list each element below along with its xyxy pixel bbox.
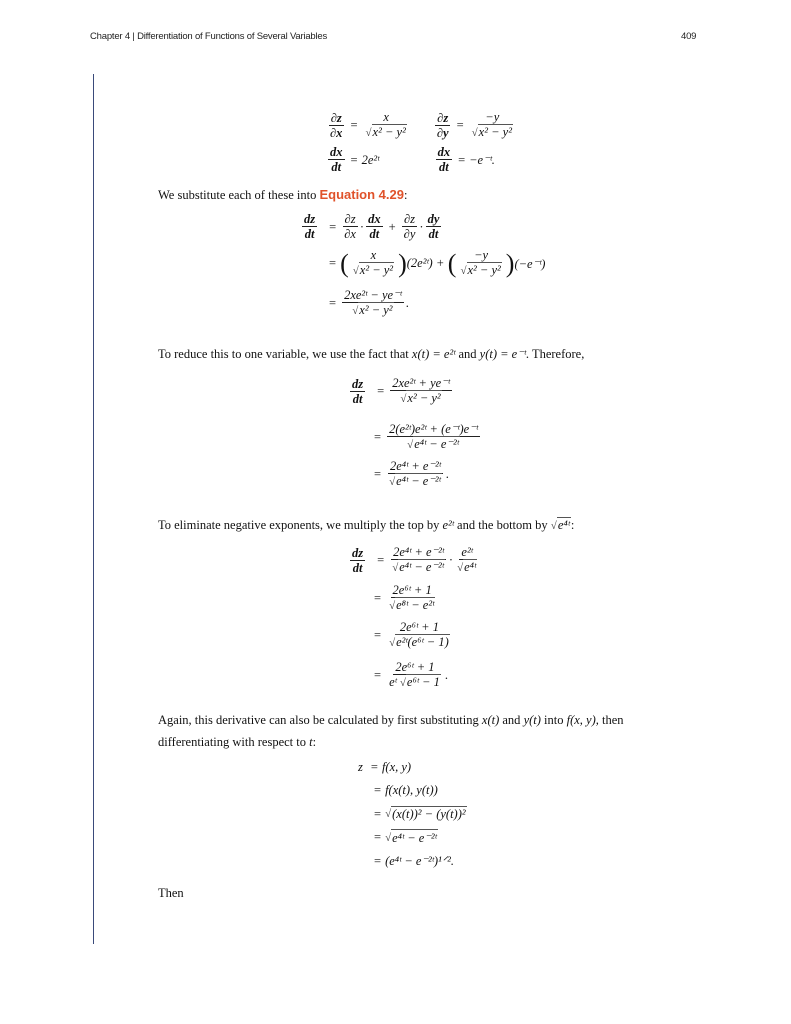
simplify-line-1: $\frac{dz}{dt}$ = $\frac{\text{2e⁴ᵗ + e⁻²ᵗ}}{\text{√e⁴ᵗ − e⁻²ᵗ}}$ · $\frac{\text{e²ᵗ}}{\text{√e⁴ᵗ}}$ [352, 545, 477, 575]
paragraph: Then [158, 886, 184, 900]
paragraph: To reduce this to one variable, we use the fact that x(t) = e²ᵗ and y(t) = e⁻ᵗ. Therefore, [158, 347, 585, 361]
chain-rule-line-3: = $\frac{\text{2xe²ᵗ − ye⁻ᵗ}}{\text{√x² − y²}}$ . [329, 288, 409, 317]
direct-line-5: = (e⁴ᵗ − e⁻²ᵗ)¹ᐟ². [374, 853, 454, 868]
substitution-line-1: $\frac{dz}{dt}$ = $\frac{\text{2xe²ᵗ + ye⁻ᵗ}}{\text{√x² − y²}}$ [352, 376, 450, 406]
direct-line-3: = √ (x(t))² − (y(t))² [374, 806, 466, 821]
direct-line-2: = f(x(t), y(t)) [374, 783, 438, 797]
ordinary-derivatives: $\frac{dx}{dt}$ = 2e²ᵗ $\frac{dx}{dt}$ = −e⁻ᵗ. [330, 145, 495, 174]
substitution-line-2: = $\frac{\text{2(e²ᵗ)e²ᵗ + (e⁻ᵗ)e⁻ᵗ}}{\text{√e⁴ᵗ − e⁻²ᵗ}}$ [374, 422, 478, 451]
page-number: 409 [681, 31, 697, 42]
paragraph: Again, this derivative can also be calculated by first substituting x(t) and y(t) into f(x, y), then [158, 713, 624, 727]
paragraph: We substitute each of these into Equation 4.29: [158, 187, 408, 202]
margin-rule [93, 74, 94, 944]
direct-line-4: = √ e⁴ᵗ − e⁻²ᵗ [374, 830, 437, 845]
running-header: Chapter 4 | Differentiation of Functions of Several Variables [90, 31, 328, 42]
equation-link[interactable]: Equation 4.29 [319, 187, 404, 202]
simplify-line-3: = $\frac{\text{2e⁶ᵗ + 1}}{\text{√e²ᵗ(e⁶ᵗ − 1)}}$ [374, 620, 449, 649]
direct-line-1: z = f(x, y) [358, 760, 412, 774]
paragraph: To eliminate negative exponents, we multiply the top by e²ᵗ and the bottom by √e⁴ᵗ: [158, 518, 575, 532]
chain-rule-line-2: = ( $\frac{x}{\text{√x² − y²}}$ ) (2e²ᵗ) + ( $\frac{-y}{\text{√x² − y²}}$ ) (−e⁻ᵗ) [329, 248, 546, 278]
partial-derivatives: $\frac{\partial z}{\partial x}$ = $\frac{x}{\text{√x² − y²}}$ $\frac{\partial z}{\partial y}$ = $\frac{-y}{\text{√x² − y²}}$ [330, 110, 512, 140]
chain-rule-line-1: $\frac{dz}{dt}$ = $\frac{\partial z}{\partial x}$ · $\frac{dx}{dt}$ + $\frac{\partial z}{\partial y}$ · $\frac{dy}{dt}$ [304, 212, 440, 241]
simplify-line-4: = $\frac{\text{2e⁶ᵗ + 1}}{\text{eᵗ √e⁶ᵗ − 1}}$ . [374, 660, 448, 689]
substitution-line-3: = $\frac{\text{2e⁴ᵗ + e⁻²ᵗ}}{\text{√e⁴ᵗ − e⁻²ᵗ}}$ . [374, 459, 449, 488]
paragraph: differentiating with respect to t: [158, 735, 317, 749]
simplify-line-2: = $\frac{\text{2e⁶ᵗ + 1}}{\text{√e⁸ᵗ − e²ᵗ}}$ [374, 583, 435, 612]
